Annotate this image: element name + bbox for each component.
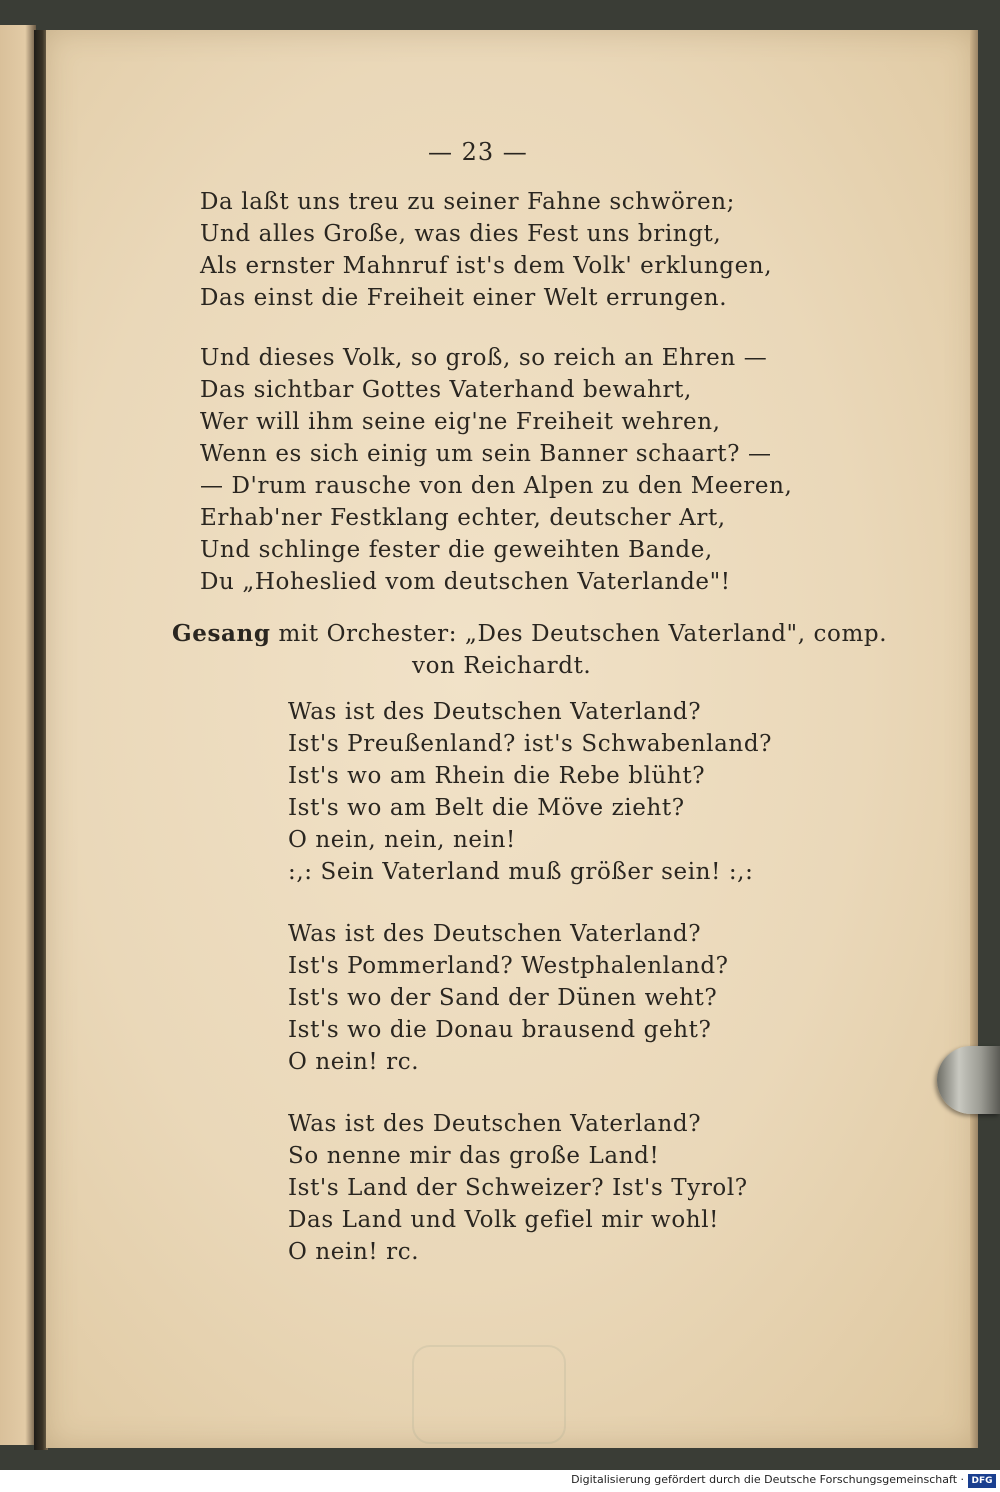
song-line: O nein! rc. — [288, 1239, 420, 1265]
poem-line: Und schlinge fester die geweihten Bande, — [200, 537, 713, 563]
song-line: Ist's Preußenland? ist's Schwabenland? — [288, 731, 773, 757]
song-line: Was ist des Deutschen Vaterland? — [288, 699, 702, 725]
right-page-edge — [970, 30, 978, 1448]
song-line: Das Land und Volk gefiel mir wohl! — [288, 1207, 720, 1233]
dfg-logo: DFG — [968, 1474, 996, 1488]
song-line: Ist's Pommerland? Westphalenland? — [288, 953, 729, 979]
song-line: O nein, nein, nein! — [288, 827, 516, 853]
poem-line: Erhab'ner Festklang echter, deutscher Art, — [200, 505, 726, 531]
song-line: :,: Sein Vaterland muß größer sein! :,: — [288, 859, 754, 885]
song-line: Ist's wo am Rhein die Rebe blüht? — [288, 763, 706, 789]
song-heading — [172, 618, 887, 650]
page-number: — 23 — — [428, 138, 528, 166]
footer-credit-text: Digitalisierung gefördert durch die Deutsche Forschungsgemeinschaft · — [571, 1473, 964, 1486]
song-line: Ist's wo der Sand der Dünen weht? — [288, 985, 718, 1011]
poem-line: Da laßt uns treu zu seiner Fahne schwören; — [200, 189, 735, 215]
poem-line: Das sichtbar Gottes Vaterhand bewahrt, — [200, 377, 692, 403]
song-line: Ist's Land der Schweizer? Ist's Tyrol? — [288, 1175, 748, 1201]
song-line: So nenne mir das große Land! — [288, 1143, 660, 1169]
poem-line: Als ernster Mahnruf ist's dem Volk' erklungen, — [200, 253, 773, 279]
poem-line: Und dieses Volk, so groß, so reich an Ehren — — [200, 345, 768, 371]
faded-library-stamp — [412, 1345, 566, 1444]
digitization-footer — [0, 1470, 1000, 1492]
song-heading-bold: Gesang — [172, 620, 271, 647]
song-line: Ist's wo am Belt die Möve zieht? — [288, 795, 685, 821]
song-heading-line1: mit Orchester: „Des Deutschen Vaterland", comp. — [278, 621, 888, 647]
poem-line: Wenn es sich einig um sein Banner schaart? — — [200, 441, 772, 467]
song-line: O nein! rc. — [288, 1049, 420, 1075]
song-heading-line2: von Reichardt. — [412, 653, 592, 679]
song-line: Was ist des Deutschen Vaterland? — [288, 1111, 702, 1137]
song-line: Was ist des Deutschen Vaterland? — [288, 921, 702, 947]
song-line: Ist's wo die Donau brausend geht? — [288, 1017, 712, 1043]
poem-line: Das einst die Freiheit einer Welt errungen. — [200, 285, 728, 311]
page-clip — [937, 1046, 1000, 1114]
poem-line: Und alles Große, was dies Fest uns bringt, — [200, 221, 722, 247]
left-page-edge — [0, 25, 36, 1445]
poem-line: — D'rum rausche von den Alpen zu den Meeren, — [200, 473, 793, 499]
poem-line: Wer will ihm seine eig'ne Freiheit wehren, — [200, 409, 721, 435]
poem-line: Du „Hoheslied vom deutschen Vaterlande"! — [200, 569, 731, 595]
